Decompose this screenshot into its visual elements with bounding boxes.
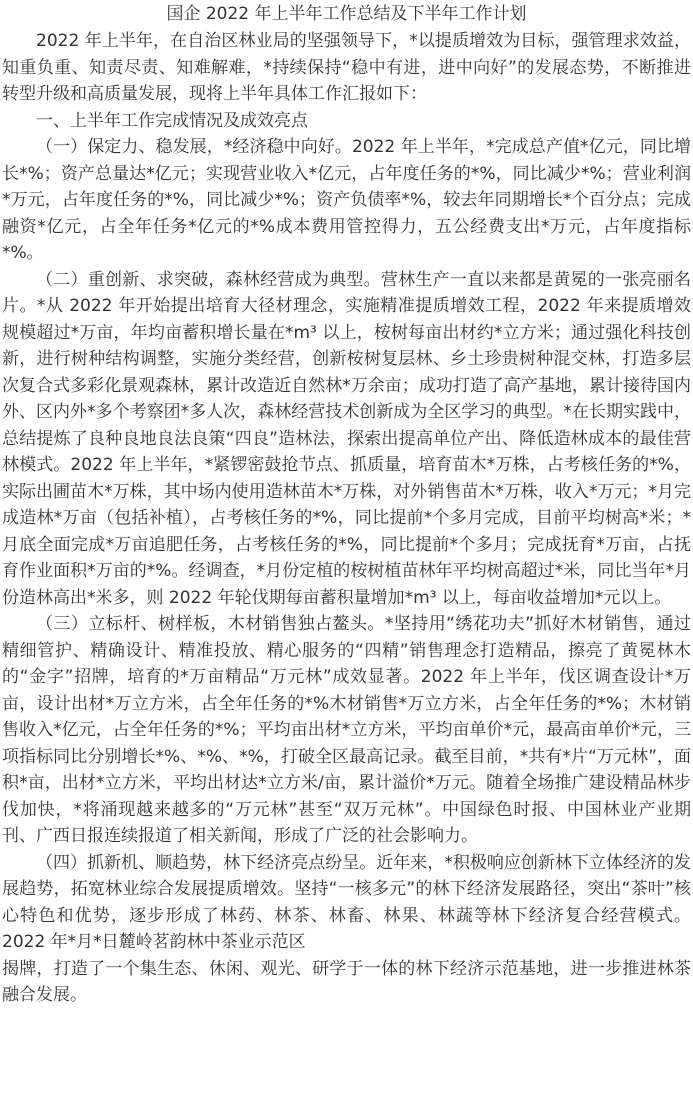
paragraph-timber-sales: （三）立标杆、树样板，木材销售独占鳌头。*坚持用“绣花功夫”抓好木材销售，通过精细管护、精确设计、精准投放、精心服务的“四精”销售理念打造精品，擦亮了黄冕林木的“金字”招牌，培育的*万亩精品“万元林”成效显著。2022 年上半年，伐区调查设计*万亩，设计出材*万立方米，占全年任务的*%木材销售*万立方米，占全年任务的*%；木材销售收入*亿元，占全年任务的*%；平均亩出材*立方米，平均亩单价*元，最高亩单价*元，三项指标同比分别增长*%、*%、*%，打破全区最高记录。截至目前，*共有*片“万元林”，面积*亩，出材*立方米，平均出材达*立方米/亩，累计溢价*万元。随着全场推广建设精品林步伐加快，*将涌现越来越多的“万元林”甚至“双万元林”。中国绿色时报、中国林业产业期刊、广西日报连续报道了相关新闻，形成了广泛的社会影响力。 (2, 614, 691, 846)
paragraph-forest-management: （二）重创新、求突破，森林经营成为典型。营林生产一直以来都是黄冕的一张亮丽名片。*从 2022 年开始提出培育大径材理念，实施精准提质增效工程，2022 年来提质增效规模超过*万亩，年均亩蓄积增长量在*m³ 以上，桉树每亩出材约*立方米；通过强化科技创新，进行树种结构调整，实施分类经营，创新桉树复层林、乡土珍贵树种混交林，打造多层次复合式多彩化景观森林，累计改造近自然林*万余亩；成功打造了高产基地，累计接待国内外、区内外*多个考察团*多人次，森林经营技术创新成为全区学习的典型。*在长期实践中，总结提炼了良种良地良法良策“四良”造林法，探索出提高单位产出、降低造林成本的最佳营林模式。2022 年上半年，*紧锣密鼓抢节点、抓质量，培育苗木*万株，占考核任务的*%，实际出圃苗木*万株，其中场内使用造林苗木*万株，对外销售苗木*万株，收入*万元；*月完成造林*万亩（包括补植），占考核任务的*%，同比提前*个多月完成，目前平均树高*米；*月底全面完成*万亩追肥任务，占考核任务的*%，同比提前*个多月；完成抚育*万亩，占抚育作业面积*万亩的*%。经调查，*月份定植的桉树植苗林年平均树高超过*米，同比当年*月份造林高出*米多，则 2022 年轮伐期每亩蓄积量增加*m³ 以上，每亩收益增加*元以上。 (2, 269, 691, 608)
paragraph-understory-economy: （四）抓新机、顺趋势，林下经济亮点纷呈。近年来，*积极响应创新林下立体经济的发展趋势，拓宽林业综合发展提质增效。坚持“一核多元”的林下经济发展路径，突出“茶叶”核心特色和优势，逐步形成了林药、林茶、林畜、林果、林蔬等林下经济复合经营模式。2022 年*月*日麓岭茗韵林中茶业示范区 (2, 852, 691, 952)
intro-paragraph: 2022 年上半年，在自治区林业局的坚强领导下，*以提质增效为目标，强管理求效益，知重负重、知责尽责、知难解难，*持续保持“稳中有进，进中向好”的发展态势，不断推进转型升级和高质量发展，现将上半年具体工作汇报如下： (2, 31, 691, 104)
paragraph-cutoff-line: 揭牌，打造了一个集生态、休闲、观光、研学于一体的林下经济示范基地，进一步推进林茶融合发展。 (2, 958, 691, 1005)
document-title: 国企 2022 年上半年工作总结及下半年工作计划 (166, 4, 527, 24)
section-heading: 一、上半年工作完成情况及成效亮点 (36, 110, 308, 131)
paragraph-economy: （一）保定力、稳发展，*经济稳中向好。2022 年上半年，*完成总产值*亿元，同比增长*%；资产总量达*亿元；实现营业收入*亿元，占年度任务的*%，同比减少*%；营业利润*万元，占年度任务的*%，同比减少*%；资产负债率*%，较去年同期增长*个百分点；完成融资*亿元，占全年任务*亿元的*%成本费用管控得力，五公经费支出*万元，占年度指标*%。 (2, 137, 691, 263)
